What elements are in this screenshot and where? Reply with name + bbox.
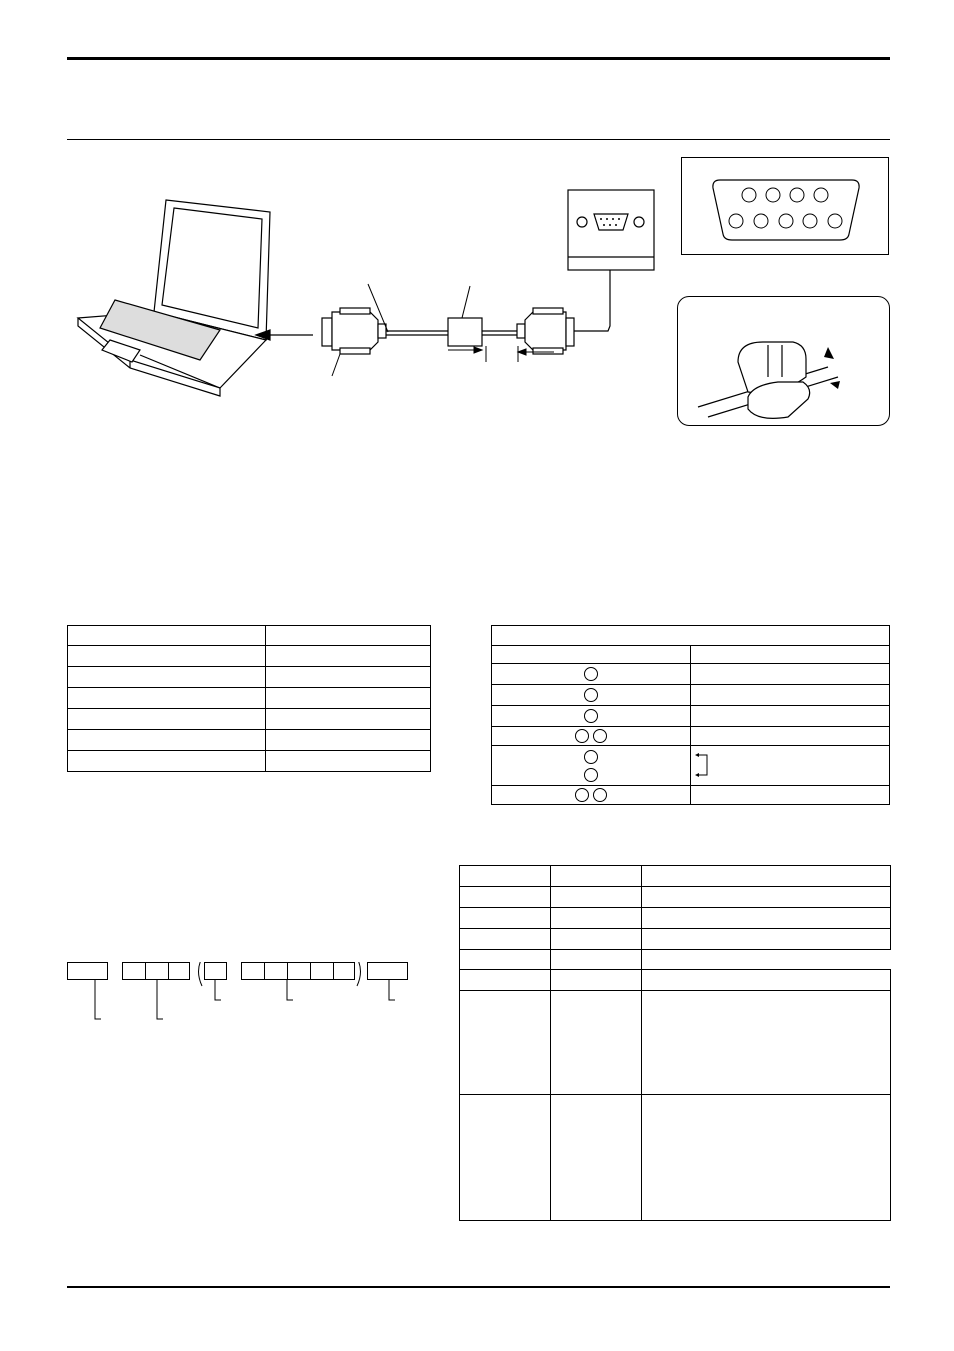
pin-marker — [584, 709, 598, 723]
table-cell — [266, 709, 431, 730]
table-cell — [460, 970, 551, 991]
table-cell — [642, 866, 891, 887]
table-cell — [492, 646, 691, 664]
table-cell — [642, 908, 891, 929]
table-cell — [68, 667, 266, 688]
pin-marker — [584, 768, 598, 782]
table-cell — [691, 664, 890, 685]
table-cell — [492, 664, 691, 685]
table-cell — [492, 727, 691, 746]
table-cell — [460, 991, 551, 1095]
table-cell — [68, 688, 266, 709]
right-table — [491, 625, 890, 805]
dsub-connector-left-icon — [322, 308, 386, 354]
table-cell — [551, 866, 642, 887]
table-cell — [266, 667, 431, 688]
table-cell — [642, 929, 891, 950]
dsub-connector-right-icon — [517, 308, 574, 354]
table-cell — [266, 751, 431, 772]
table-cell — [266, 688, 431, 709]
table-cell — [460, 950, 551, 970]
connection-diagram — [70, 150, 670, 410]
table-cell — [266, 646, 431, 667]
table-cell — [642, 991, 891, 1095]
command-format — [67, 962, 417, 1022]
ferrite-clamp-icon — [678, 297, 891, 427]
dsub-pin-layout-icon — [682, 158, 888, 254]
table-cell — [460, 908, 551, 929]
laptop-icon — [78, 200, 270, 396]
table-cell — [460, 929, 551, 950]
pin-marker — [584, 667, 598, 681]
table-cell — [551, 950, 642, 970]
table-cell — [551, 908, 642, 929]
table-cell — [551, 929, 642, 950]
loop-back-icon — [693, 751, 713, 781]
table-cell — [492, 746, 691, 786]
section-rule — [67, 139, 890, 140]
serial-port-panel-icon — [568, 190, 654, 270]
table-cell — [642, 1095, 891, 1221]
table-cell — [551, 887, 642, 908]
table-cell — [642, 887, 891, 908]
table-cell — [691, 646, 890, 664]
pin-marker — [584, 688, 598, 702]
table-cell — [460, 866, 551, 887]
bottom-right-table — [459, 865, 891, 1221]
table-cell — [492, 706, 691, 727]
pin-marker — [575, 729, 589, 743]
pin-marker — [593, 729, 607, 743]
table-cell — [460, 887, 551, 908]
pin-marker — [575, 788, 589, 802]
table-cell — [551, 970, 642, 991]
pin-marker — [584, 750, 598, 764]
footer-rule — [67, 1286, 890, 1288]
table-cell — [691, 746, 890, 786]
table-cell — [691, 685, 890, 706]
table-cell — [460, 1095, 551, 1221]
top-rule — [67, 57, 890, 60]
table-cell — [68, 751, 266, 772]
pin-marker — [593, 788, 607, 802]
table-cell — [492, 786, 691, 805]
ferrite-core-inset — [677, 296, 890, 426]
table-cell — [551, 991, 642, 1095]
table-cell — [691, 706, 890, 727]
table-header — [492, 626, 890, 646]
table-cell — [266, 626, 431, 646]
left-table — [67, 625, 431, 772]
table-cell — [691, 727, 890, 746]
table-cell — [266, 730, 431, 751]
table-cell — [492, 685, 691, 706]
command-format-lines — [67, 962, 417, 1022]
table-cell — [691, 786, 890, 805]
table-cell — [68, 730, 266, 751]
pin-layout-box — [681, 157, 889, 255]
ferrite-core-icon — [448, 318, 482, 346]
table-cell — [551, 1095, 642, 1221]
table-cell — [68, 626, 266, 646]
table-cell — [68, 646, 266, 667]
table-cell — [68, 709, 266, 730]
table-cell — [642, 970, 891, 991]
